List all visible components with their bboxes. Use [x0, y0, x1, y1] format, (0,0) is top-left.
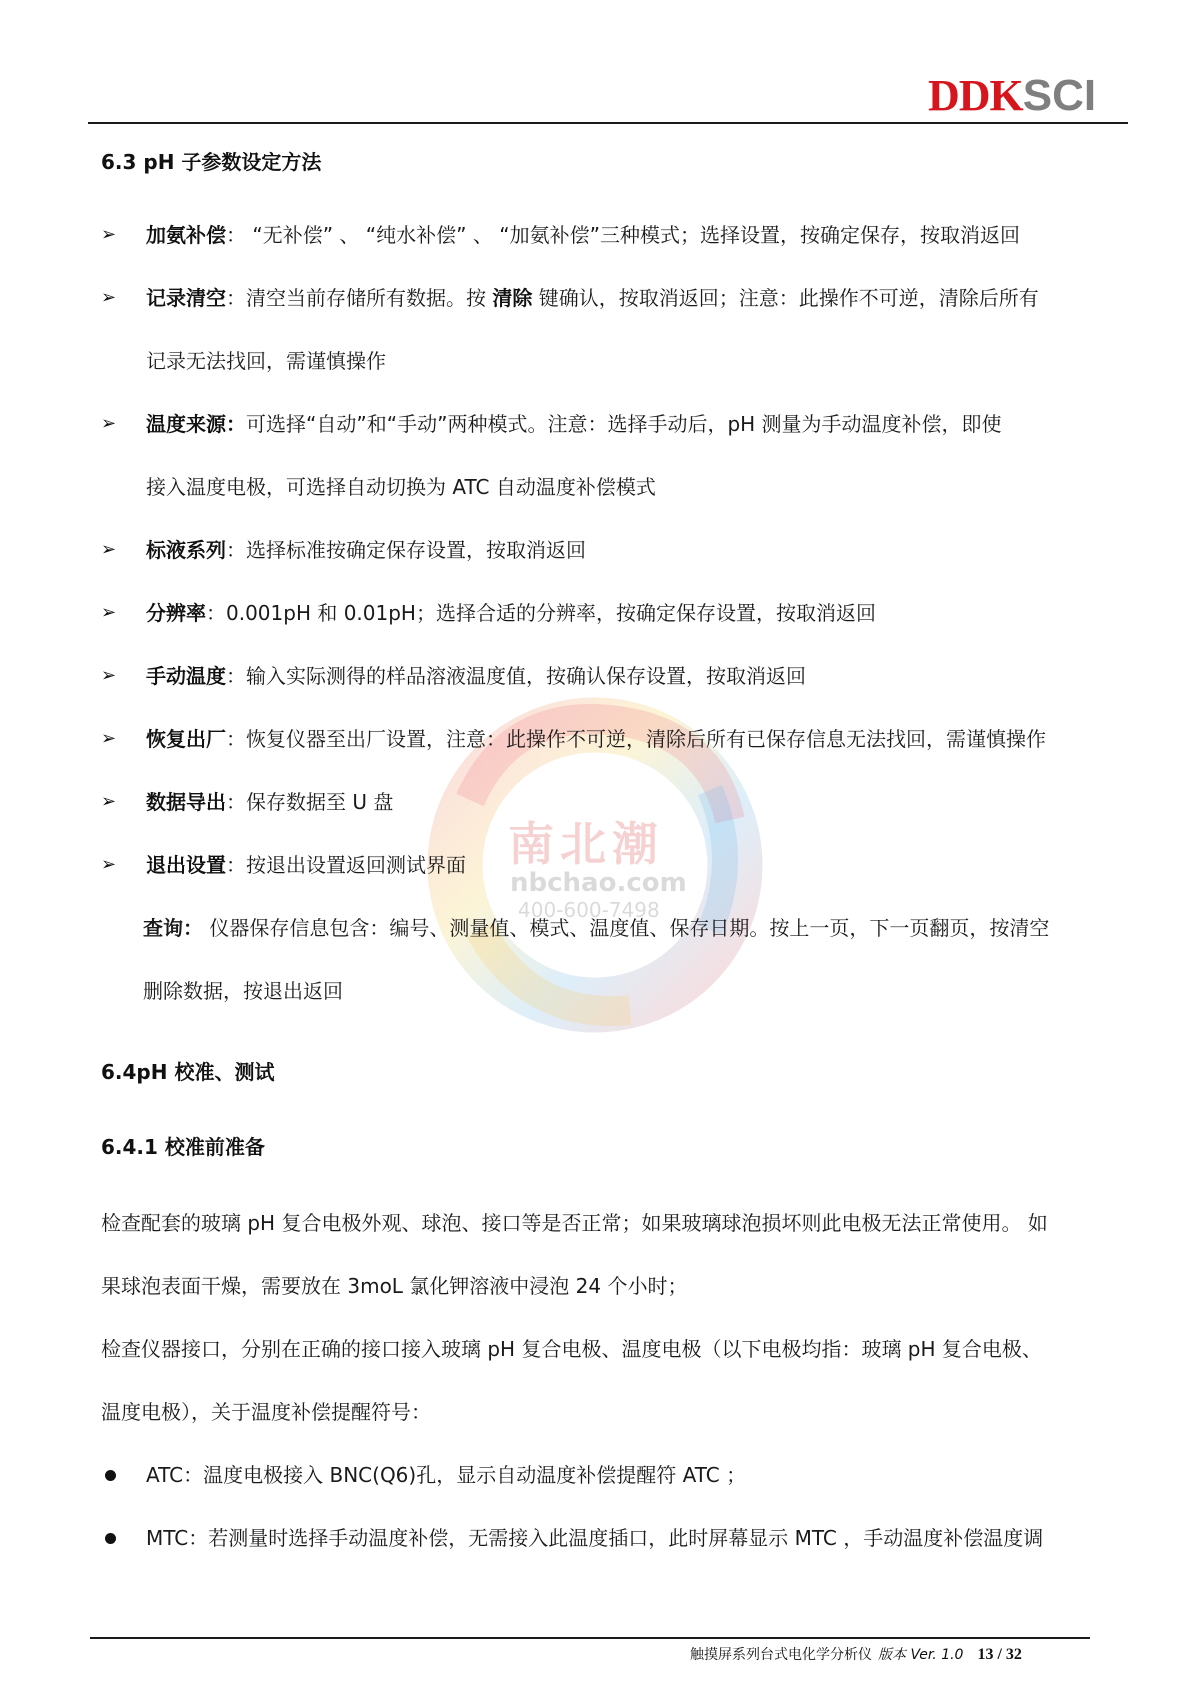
item-text: ：按退出设置返回测试界面 [226, 853, 466, 877]
item-label: 加氨补偿 [146, 223, 226, 247]
body-paragraph-line: 果球泡表面干燥，需要放在 3moL 氯化钾溶液中浸泡 24 个小时； [101, 1274, 688, 1298]
item-label: 手动温度 [146, 664, 226, 688]
item-text: ：恢复仪器至出厂设置，注意：此操作不可逆，清除后所有已保存信息无法找回，需谨慎操作 [226, 727, 1046, 751]
item-text: 可选择“自动”和“手动”两种模式。注意：选择手动后，pH 测量为手动温度补偿，即使 [246, 412, 1002, 436]
item-text: ：选择标准按确定保存设置，按取消返回 [226, 538, 586, 562]
query-continuation: 删除数据，按退出返回 [143, 979, 343, 1003]
item-text: ATC：温度电极接入 BNC(Q6)孔，显示自动温度补偿提醒符 ATC ； [146, 1463, 747, 1487]
body-paragraph-line: 温度电极），关于温度补偿提醒符号： [101, 1400, 431, 1424]
item-label: 标液系列 [146, 538, 226, 562]
watermark-en: nbchao.com [510, 868, 687, 898]
arrow-bullet-icon: ➢ [101, 665, 117, 686]
item-label: 记录清空 [146, 286, 226, 310]
query-label: 查询： [143, 916, 203, 940]
item-emphasis: 清除 [492, 286, 533, 310]
item-continuation: 接入温度电极，可选择自动切换为 ATC 自动温度补偿模式 [146, 475, 656, 499]
footer-version: 版本 Ver. 1.0 [878, 1647, 964, 1663]
body-paragraph-line: 检查配套的玻璃 pH 复合电极外观、球泡、接口等是否正常；如果玻璃球泡损坏则此电极无法正常使用。 如 [101, 1211, 1048, 1235]
footer-product: 触摸屏系列台式电化学分析仪 [690, 1647, 872, 1663]
query-text: 仪器保存信息包含：编号、测量值、模式、温度值、保存日期。按上一页，下一页翻页，按清空 [203, 916, 1050, 940]
item-text: ： “无补偿” 、 “纯水补偿” 、 “加氨补偿”三种模式；选择设置，按确定保存，按取消返回 [226, 223, 1020, 247]
item-text: ：保存数据至 U 盘 [226, 790, 394, 814]
arrow-bullet-icon: ➢ [101, 539, 117, 560]
body-paragraph-line: 检查仪器接口，分别在正确的接口接入玻璃 pH 复合电极、温度电极（以下电极均指：玻璃 pH 复合电极、 [101, 1337, 1042, 1361]
item-label: 恢复出厂 [146, 727, 226, 751]
item-label: 退出设置 [146, 853, 226, 877]
arrow-bullet-icon: ➢ [101, 287, 117, 308]
logo-secondary: SCI [1022, 71, 1097, 120]
arrow-bullet-icon: ➢ [101, 602, 117, 623]
arrow-bullet-icon: ➢ [101, 413, 117, 434]
item-label: 分辨率 [146, 601, 206, 625]
page-footer [690, 1645, 1022, 1665]
item-text: 键确认，按取消返回；注意：此操作不可逆，清除后所有 [532, 286, 1039, 310]
section-heading-6-4: 6.4pH 校准、测试 [101, 1060, 275, 1084]
page-number: 13 / 32 [977, 1646, 1022, 1663]
item-text: ：0.001pH 和 0.01pH；选择合适的分辨率，按确定保存设置，按取消返回 [206, 601, 876, 625]
item-label: 温度来源： [146, 412, 246, 436]
query-paragraph [143, 914, 1049, 942]
section-heading-6-3: 6.3 pH 子参数设定方法 [101, 150, 322, 174]
item-text: ：清空当前存储所有数据。按 [226, 286, 493, 310]
dot-bullet-icon [105, 1533, 116, 1544]
dot-bullet-icon [105, 1470, 116, 1481]
header-divider [88, 122, 1128, 124]
brand-logo [928, 70, 1096, 122]
item-text: MTC：若测量时选择手动温度补偿，无需接入此温度插口，此时屏幕显示 MTC ，手动温度补偿温度调 [146, 1526, 1044, 1550]
item-label: 数据导出 [146, 790, 226, 814]
item-continuation: 记录无法找回，需谨慎操作 [146, 349, 386, 373]
watermark-phone: 400-600-7498 [518, 898, 660, 922]
arrow-bullet-icon: ➢ [101, 791, 117, 812]
footer-divider [90, 1637, 1090, 1639]
logo-primary: DDK [928, 71, 1023, 120]
arrow-bullet-icon: ➢ [101, 854, 117, 875]
subsection-heading-6-4-1: 6.4.1 校准前准备 [101, 1135, 265, 1159]
item-text: ：输入实际测得的样品溶液温度值，按确认保存设置，按取消返回 [226, 664, 806, 688]
arrow-bullet-icon: ➢ [101, 224, 117, 245]
watermark-cn: 南北潮 [508, 817, 664, 871]
arrow-bullet-icon: ➢ [101, 728, 117, 749]
